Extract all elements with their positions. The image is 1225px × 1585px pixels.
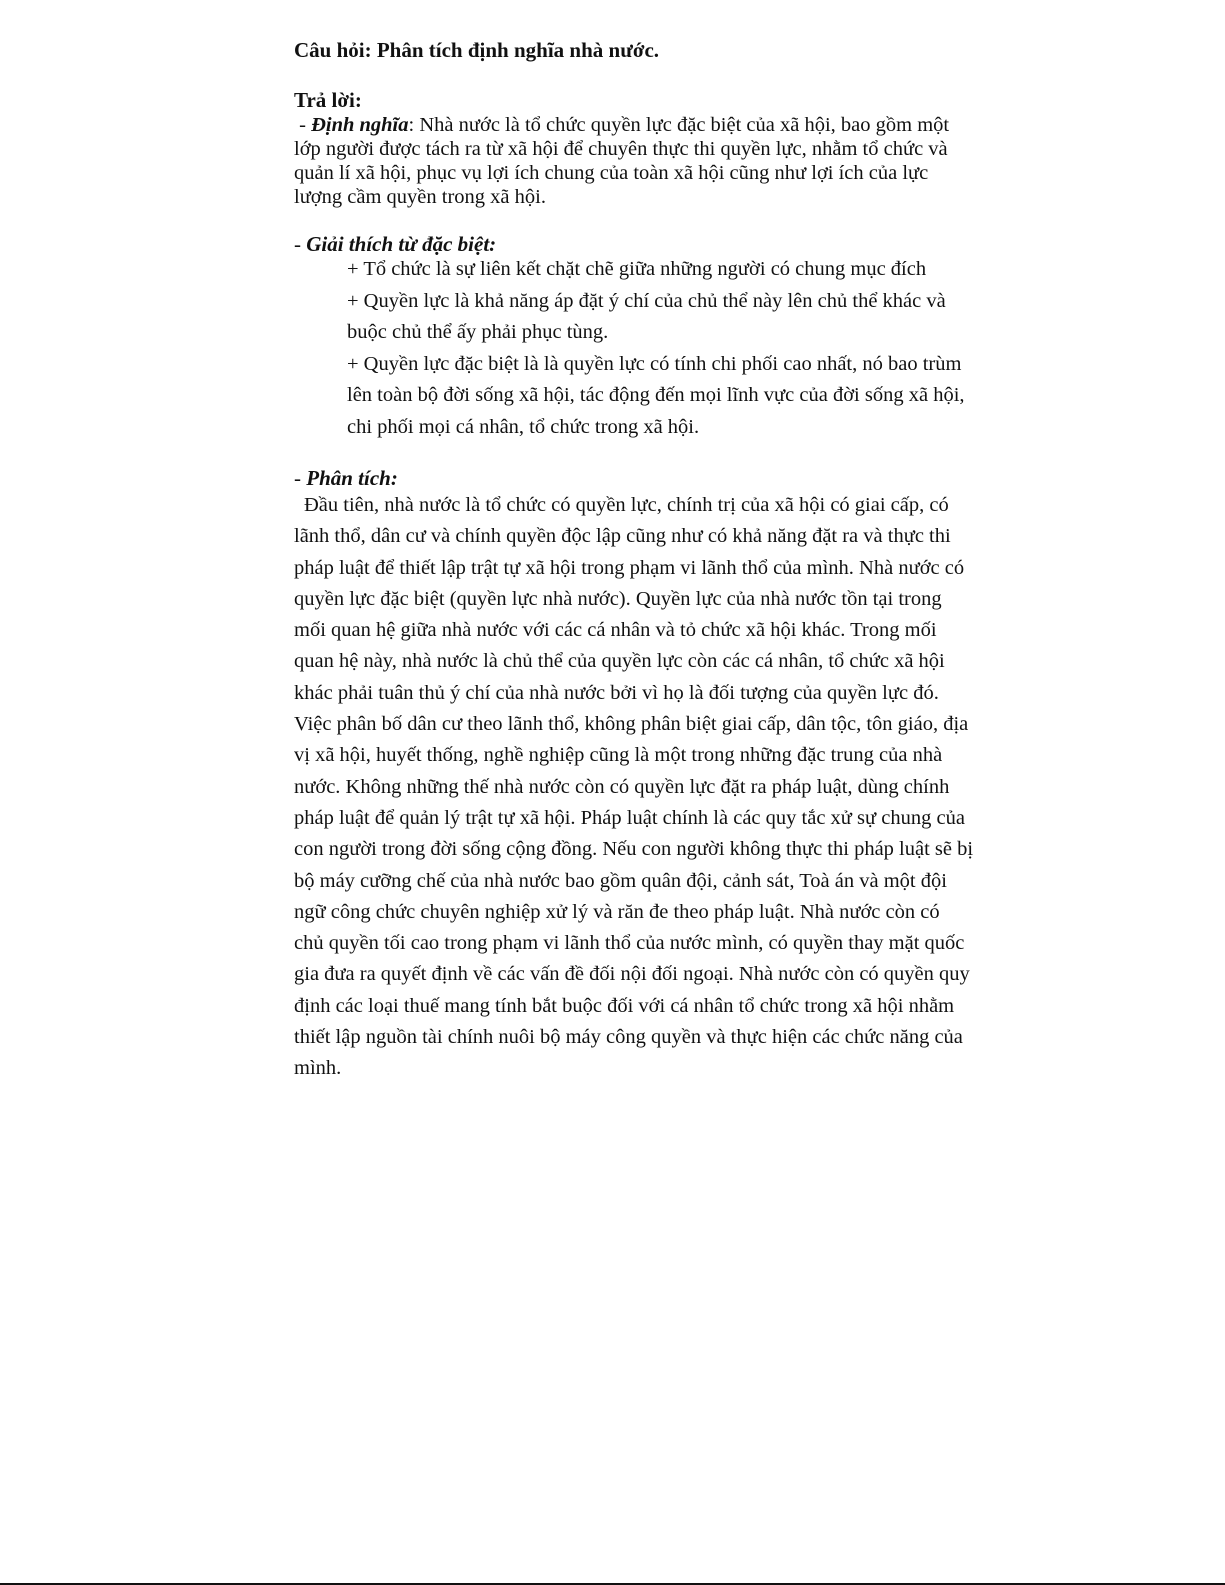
question-heading: Câu hỏi: Phân tích định nghĩa nhà nước.	[294, 38, 660, 62]
definition-prefix: -	[294, 114, 312, 136]
answer-label: Trả lời:	[294, 88, 362, 112]
definition-text: : Nhà nước là tổ chức quyền lực đặc biệt của xã hội, bao gồm một lớp người được tách ra từ xã hội để chuyên thực thi quyền lực, nhằm tổ chức và quản lí xã hội, phục vụ lợi ích chung của toàn xã hội cũng như lợi ích của lực lượng cầm quyền trong xã hội.	[294, 114, 950, 208]
analysis-heading-label: Phân tích:	[306, 466, 398, 490]
analysis-heading	[294, 466, 398, 491]
explanation-item: + Quyền lực là khả năng áp đặt ý chí của chủ thể này lên chủ thể khác và buộc chủ thể ấy phải phục tùng.	[347, 289, 946, 343]
definition-paragraph	[294, 113, 974, 209]
definition-term: Định nghĩa	[311, 114, 409, 136]
explanation-list	[347, 254, 967, 443]
analysis-paragraph: Đầu tiên, nhà nước là tổ chức có quyền lực, chính trị của xã hội có giai cấp, có lãnh thổ, dân cư và chính quyền độc lập cũng như có khả năng đặt ra và thực thi pháp luật để thiết lập trật tự xã hội trong phạm vi lãnh thổ của mình. Nhà nước có quyền lực đặc biệt (quyền lực nhà nước). Quyền lực của nhà nước tồn tại trong mối quan hệ giữa nhà nước với các cá nhân và tỏ chức xã hội khác. Trong mối quan hệ này, nhà nước là chủ thể của quyền lực còn các cá nhân, tổ chức xã hội khác phải tuân thủ ý chí của nhà nước bởi vì họ là đối tượng của quyền lực đó. Việc phân bố dân cư theo lãnh thổ, không phân biệt giai cấp, dân tộc, tôn giáo, địa vị xã hội, huyết thống, nghề nghiệp cũng là một trong những đặc trung của nhà nước. Không những thế nhà nước còn có quyền lực đặt ra pháp luật, dùng chính pháp luật để quản lý trật tự xã hội. Pháp luật chính là các quy tắc xử sự chung của con người trong đời sống cộng đồng. Nếu con người không thực thi pháp luật sẽ bị bộ máy cưỡng chế của nhà nước bao gồm quân đội, cảnh sát, Toà án và một đội ngữ công chức chuyên nghiệp xử lý và răn đe theo pháp luật. Nhà nước còn có chủ quyền tối cao trong phạm vi lãnh thổ của nước mình, có quyền thay mặt quốc gia đưa ra quyết định về các vấn đề đối nội đối ngoại. Nhà nước còn có quyền quy định các loại thuế mang tính bắt buộc đối với cá nhân tổ chức trong xã hội nhằm thiết lập nguồn tài chính nuôi bộ máy công quyền và thực hiện các chức năng của mình.	[294, 494, 974, 1080]
explanation-heading-label: Giải thích từ đặc biệt:	[306, 232, 497, 256]
explanation-prefix: -	[294, 232, 307, 256]
explanation-item: + Quyền lực đặc biệt là là quyền lực có tính chi phối cao nhất, nó bao trùm lên toàn bộ đời sống xã hội, tác động đến mọi lĩnh vực của đời sống xã hội, chi phối mọi cá nhân, tổ chức trong xã hội.	[347, 352, 965, 438]
analysis-prefix: -	[294, 466, 307, 490]
explanation-item: + Tổ chức là sự liên kết chặt chẽ giữa những người có chung mục đích	[347, 258, 927, 280]
